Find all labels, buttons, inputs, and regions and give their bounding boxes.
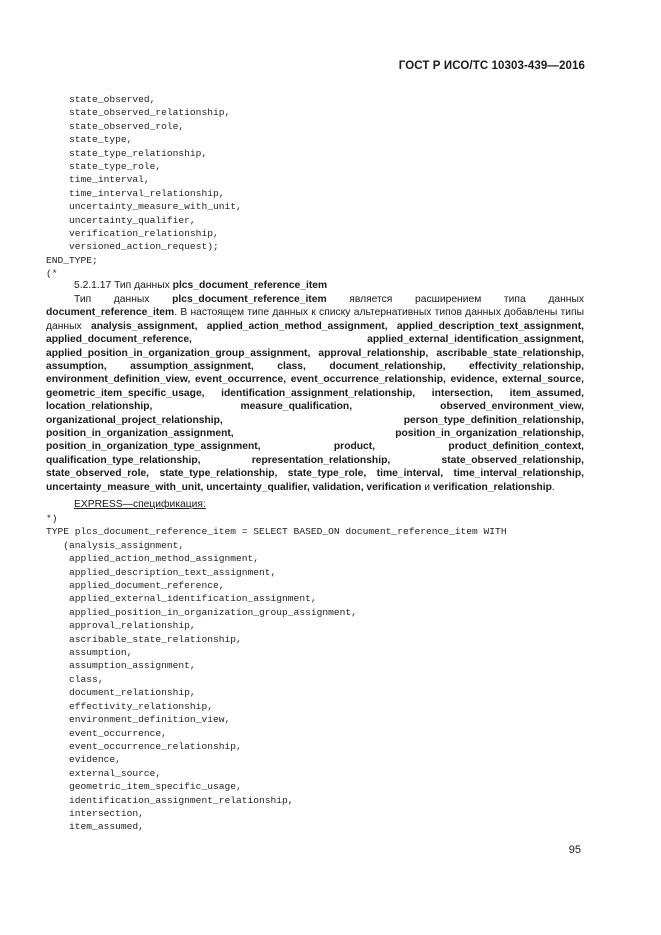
code-line: assumption_assignment,: [46, 660, 196, 672]
express-code-block-top: [46, 93, 242, 281]
code-line: item_assumed,: [46, 821, 144, 833]
paragraph-text: является расширением типа данных: [326, 294, 584, 305]
code-line: *): [46, 513, 58, 524]
code-line: applied_document_reference,: [46, 580, 225, 592]
express-spec-label-text: EXPRESS—спецификация:: [74, 499, 206, 510]
paragraph-text: .: [551, 481, 555, 493]
section-heading: [46, 279, 612, 292]
code-line: applied_action_method_assignment,: [46, 553, 260, 565]
code-line: time_interval_relationship,: [46, 187, 225, 199]
code-line: identification_assignment_relationship,: [46, 794, 294, 806]
code-line: applied_description_text_assignment,: [46, 566, 277, 578]
section-heading-type-name: plcs_document_reference_item: [172, 280, 328, 291]
code-line: (analysis_assignment,: [46, 539, 185, 551]
code-line: state_type_role,: [46, 161, 162, 173]
code-line: environment_definition_view,: [46, 714, 231, 726]
code-line: state_observed_role,: [46, 120, 185, 132]
code-line: (*: [46, 268, 58, 280]
code-line: evidence,: [46, 754, 121, 766]
code-line: TYPE plcs_document_reference_item = SELECT BASED_ON document_reference_item WITH: [46, 526, 507, 538]
type-name: analysis_assignment, applied_action_method_assignment, applied_description_text_assignment, applied_document_reference, applied_external_identification_assignment, applied_position_in_organization_group_assignment, approval_relationship, ascribable_state_relationship, assumption, assumption_assignment, class, document_relationship, effectivity_relationship, environment_definition_view, event_occurrence, event_occurrence_relationship, evidence, external_source, geometric_item_specific_usage, identification_assignment_relationship, intersection, item_assumed, location_relationship, measure_qualification, observed_environment_view, organizational_project_relationship, person_type_definition_relationship, position_in_organization_assignment, position_in_organization_relationship, position_in_organization_type_assignment, product, product_definition_context, qualification_type_relationship, representation_relationship, state_observed_relationship, state_observed_role, state_type_relationship, state_type_role, time_interval, time_interval_relationship, uncertainty_measure_with_unit, uncertainty_qualifier, validation, verification: [46, 320, 584, 493]
code-line: assumption,: [46, 647, 133, 659]
code-line: versioned_action_request);: [46, 241, 219, 253]
code-line: END_TYPE;: [46, 254, 98, 266]
paragraph-text: . В настоящем типе данных к списку альтернативных типов данных добавлены типы данных: [46, 307, 584, 332]
paragraph-text: и: [421, 481, 433, 493]
express-code-block-bottom: [46, 512, 507, 834]
code-line: uncertainty_measure_with_unit,: [46, 201, 242, 213]
code-line: applied_position_in_organization_group_assignment,: [46, 606, 357, 618]
code-line: state_type,: [46, 134, 133, 146]
code-line: applied_external_identification_assignment,: [46, 593, 317, 605]
code-line: state_type_relationship,: [46, 147, 208, 159]
code-line: intersection,: [46, 807, 144, 819]
code-line: effectivity_relationship,: [46, 700, 213, 712]
code-line: event_occurrence,: [46, 727, 167, 739]
express-spec-label: [46, 498, 612, 511]
code-line: uncertainty_qualifier,: [46, 214, 196, 226]
section-paragraph: [46, 293, 584, 494]
type-name: document_reference_item: [46, 307, 175, 319]
code-line: geometric_item_specific_usage,: [46, 781, 242, 793]
code-line: approval_relationship,: [46, 620, 196, 632]
section-number: 5.2.1.17: [74, 280, 112, 291]
code-line: document_relationship,: [46, 687, 196, 699]
code-line: event_occurrence_relationship,: [46, 740, 242, 752]
section-heading-text: Тип данных: [114, 280, 170, 291]
paragraph-text: Тип данных: [74, 294, 173, 305]
page-number: 95: [568, 844, 581, 856]
document-standard-header: ГОСТ Р ИСО/ТС 10303-439—2016: [398, 60, 585, 72]
code-line: verification_relationship,: [46, 228, 219, 240]
code-line: state_observed_relationship,: [46, 107, 231, 119]
code-line: time_interval,: [46, 174, 150, 186]
code-line: ascribable_state_relationship,: [46, 633, 242, 645]
code-line: state_observed,: [46, 94, 156, 105]
code-line: external_source,: [46, 767, 162, 779]
type-name: plcs_document_reference_item: [172, 294, 327, 305]
code-line: class,: [46, 673, 104, 685]
type-name: verification_relationship: [432, 481, 552, 493]
